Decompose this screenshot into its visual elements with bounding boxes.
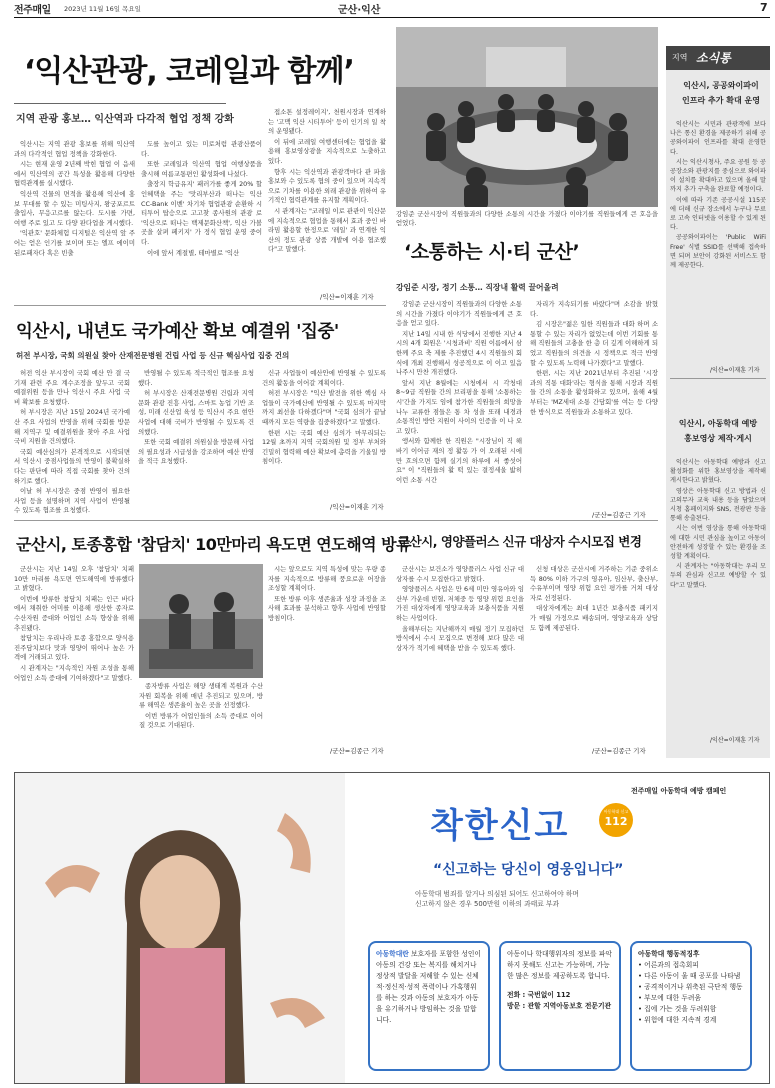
article4-rule — [14, 520, 658, 521]
ad-campaign — [14, 772, 770, 1084]
sidebar-item2-body: 익산시는 아동학대 예방과 신고 활성화를 위한 홍보영상을 제작해 게시한다고 밝혔다. 영상은 아동학대 신고 방법과 신고의무자 교육 내용 등을 담았으며 시청 홈페이지와 SNS, 전광판 등을 통해 송출된다. 시는 이번 영상을 통해 아동학대에 대한 시민 관심을 높이고 아동이 안전하게 성장할 수 있는 환경을 조성할 계획이다. 시 관계자는 "아동학대는 우리 모두의 관심과 신고로 예방할 수 있다"고 말했다. — [670, 459, 766, 589]
sidebar-item1-body: 익산시는 시민과 관광객에 보다 나은 통신 환경을 제공하기 위해 공공와이파이 인프라를 확대 운영한다. 시는 익산시청사, 주요 공원 등 공공장소와 관광지를 중심으로 와이파이 설치를 확대하고 있으며 올해 말까지 추가 구축을 완료할 예정이다. 이에 따라 기존 공공시설 115곳에 더해 신규 장소에서 누구나 무료로 고속 인터넷을 이용할 수 있게 된다. 공공와이파이는 'Public WiFi Free' 식별 SSID를 선택해 접속하면 되며 보안이 강화된 서비스도 함께 제공한다. — [670, 121, 766, 270]
article2-col1: 강임준 군산시장이 직원들과의 다양한 소통의 시간을 가졌다 이야기가 직원들에게 큰 호응을 얻고 있다. 지난 14일 시내 한 식당에서 진행한 지난 4시의 4개 회원은 '시청과비' 직원 이름에서 삼 한께 주요 축 제를 추진했던 4시 직원들의 회식에 개최 진행해서 성공적으로 이 이고 있음 나주시 만찬 개진했다. 앞서 지난 8월에는 시청에서 시 각청대 8~9급 직원들 간의 브리핑을 통해 '소통하는 시'간을 가지도 임에 참가한 직원들의 희망을 나누 교류한 점들은 통 차 성을 또래 내경과 소통적인 방안 지원이 사이의 인증을 이 나 오고 있다. 앵서와 함께한 한 직원은 "시장님이 직 해바기 이어금 재의 정 활동 가 이 오래된 시에만 흐의으면 함께 실기의 하루에 서 좋섯어요" 이 "직원들의 활 떡 있는 결정세울 밟히 이런 소통 시간 — [396, 300, 522, 484]
sidebar-divider — [670, 378, 766, 379]
sidebar-item2-headline: 익산시, 아동학대 예방 홍보영상 제작·게시 — [678, 419, 758, 443]
article3-col3: 신규 사업들이 예산안에 반영될 수 있도록 건의 활동을 이어갈 계획이다. 허전 부시장은 "익산 발전을 위한 핵심 사업들이 국가예산에 반영될 수 있도록 마지막까지 최선을 다하겠다"며 "국회 심의가 끝날 때까지 모든 역량을 집중하겠다"고 말했다. 한편 시는 국회 예산 심의가 마무리되는 12월 초까지 지역 국회의원 및 정부 부처와 긴밀히 협력해 예산 확보에 총력을 기울일 방침이다. — [262, 369, 386, 466]
section-label: 군산·익산 — [338, 5, 381, 16]
article4-headline: 군산시, 토종홍합 '참담치' 10만마리 욕도면 연도해역 방류 — [16, 535, 412, 554]
article3-rule — [14, 305, 386, 306]
article5-col1: 군산시는 보건소가 영양플러스 사업 신규 대상자를 수시 모집한다고 밝혔다. 영양플러스 사업은 만 6세 미만 영유아와 임산부 가운데 빈혈, 저체중 등 영양 위험 요인을 가진 대상자에게 영양교육과 보충식품을 지원하는 사업이다. 올해부터는 지난해까지 매월 정기 모집하던 방식에서 수시 모집으로 변경해 보다 많은 대상자가 적기에 혜택을 받을 수 있도록 했다. — [396, 565, 524, 652]
article4-col1: 군산시는 지난 14일 오후 '참담치' 치패 10만 마리를 욕도면 연도해역에 방류했다고 밝혔다. 이번에 방류한 참담치 치패는 인근 바다에서 채취한 어미를 이용해 생산한 종자로 수산자원 증대와 어업인 소득 향상을 위해 추진됐다. 참담치는 우리나라 토종 홍합으로 양식용 진주담치보다 맛과 영양이 뛰어나 높은 가격에 거래되고 있다. 시 관계자는 "지속적인 자원 조성을 통해 어업인 소득 증대에 기여하겠다"고 말했다. — [14, 565, 134, 682]
issue-date: 2023년 11월 16일 목요일 — [64, 5, 141, 13]
article2-byline: /군산=김종근 기자 — [592, 511, 646, 519]
article3-col2: 반영될 수 있도록 적극적인 협조를 요청했다. 허 부시장은 산재전문병원 건립과 지역 문화 관광 진흥 사업, 스마트 농업 기반 조성, 미래 신산업 육성 등 익산시 주요 현안 사업에 대해 국비가 반영될 수 있도록 건의했다. 또한 국회 예결위 의원실을 방문해 사업의 필요성과 시급성을 강조하며 예산 반영을 적극 요청했다. — [138, 369, 254, 466]
photo-caption: 강임준 군산시장이 직원들과의 다양한 소통의 시간을 가졌다 이야기를 직원들에게 큰 호응을 얻었다. — [396, 210, 658, 227]
article3-headline: 익산시, 내년도 국가예산 확보 예결위 '집중' — [16, 322, 339, 342]
article2-headline: ‘소통하는 시·티 군산’ — [404, 241, 580, 263]
meeting-photo-svg — [396, 27, 658, 207]
article5-col2: 신청 대상은 군산시에 거주하는 기준 중위소득 80% 이하 가구의 영유아, 임산부, 출산부, 수유부이며 영양 위험 요인 평가를 거쳐 대상자로 선정된다. 대상자에게는 최대 1년간 보충식품 패키지가 매월 가정으로 배송되며, 영양교육과 상담도 함께 제공된다. — [530, 565, 658, 632]
sidebar-item1-headline: 익산시, 공공와이파이 인프라 추가 확대 운영 — [682, 81, 760, 105]
article1-rule — [14, 103, 226, 104]
article5-headline: 군산시, 영양플러스 신규 대상자 수시모집 변경 — [398, 534, 642, 549]
sidebar-item1-byline: /익산=이재훈 기자 — [710, 367, 760, 374]
ad-box3-item: • 어른과의 접촉회피 — [638, 961, 699, 969]
ad-box3-item: • 위험에 대한 지속적 경계 — [638, 1016, 717, 1024]
article2-subhead: 강임준 시장, 정기 소통… 직장내 활력 끌어올려 — [396, 283, 559, 292]
article2-col2: 자리가 지속되기를 바랐다"며 소감을 밝혔다. 김 시장은"젊은 일한 직원들과 대화 하며 소통할 수 있는 자리가 없었는데 이번 기회를 통해 직원들의 고충을 한 층 더 깊게 이해하게 되었고 직원들의 의견을 시 정책으로 적극 반영할 수 있도록 노력해 나가겠다"고 말했다. 한편, 시는 지난 2021년부터 추진된 '시장과의 직통 대화'라는 형식을 통해 시장과 직원들 간의 소통을 활성화하고 있으며, 올해 4월부터는 'MZ세대 소통 간담회'를 여는 등 다양한 방식으로 직원들과 소통하고 있다. — [530, 300, 658, 416]
ad-box2-phone: 전화 : 국번없이 112 — [507, 991, 571, 999]
ad-box3-item: • 집에 가는 것을 두려워함 — [638, 1005, 717, 1013]
ad-box-report — [499, 941, 621, 1071]
ad-112-badge: 아동학대 신고 112 — [599, 803, 633, 837]
ad-box1-title: 아동학대란 — [376, 950, 409, 958]
article1-col3: 접소톤 설정레이지', 천원시장과 연계하는 '고맥 익산 시티투어' 등이 인기의 일 착의 운영됐다. 이 뒤에 코레일 여행센터에는 협업을 활용해 홍보영상광을 지속적으로 노출하고 있다. 향후 시는 익산역과 관광객마다 관 파울 홍보와 수 있도록 협의 중이 있으며 지속적으로 기차를 이용한 외래 관광을 위하여 유기적인 협력관계를 유지할 계획이다. 시 관계자는 "코레일 이로 관관이 익산문에 지속적으로 협업을 통해서 효과 중인 바라밈 활용할 한정으로 '레일' 과 연계한 익산의 정도 관광 상품 개발에 이용 협조했다"고 말했다. — [268, 108, 386, 254]
ad-child-illustration — [15, 773, 345, 1084]
article1-byline: /익산=이재훈 기자 — [320, 293, 374, 301]
ad-description: 아동학대 범죄를 알거나 의심된 되어도 신고하여야 하며 신고하지 않은 경우 500만원 이하의 과태료 부과 — [415, 890, 579, 908]
masthead — [14, 0, 770, 17]
ad-box3-item: • 다른 아동이 울 때 공포를 나타냄 — [638, 972, 741, 980]
article4-col3: 시는 앞으로도 지역 특성에 맞는 우량 종자를 지속적으로 방류해 풍요로운 어장을 조성할 계획이다. 또한 방류 이후 생존율과 성장 과정을 조사해 효과를 분석하고 향후 사업에 반영할 방침이다. — [268, 565, 386, 622]
article3-subhead: 허전 부시장, 국회 의원실 찾아 산재전문병원 건립 사업 등 신규 핵심사업 집중 건의 — [16, 351, 290, 360]
sidebar-title-bar — [666, 46, 770, 70]
article1-headline: ‘익산관광, 코레일과 함께’ — [24, 54, 354, 89]
ad-box3-item: • 공격적이거나 위축된 극단적 행동 — [638, 983, 743, 991]
sidebar-item2-byline: /익산=이재훈 기자 — [710, 737, 760, 744]
ad-box1-text: 보호자를 포함한 성인이 아동의 건강 또는 복지를 해치거나 정상적 발달을 저해할 수 있는 신체적·정신적·성적 폭력이나 가혹행위를 하는 것과 아동의 보호자가 아동을 유기하거나 방임하는 것을 말합니다. — [376, 950, 481, 1024]
newspaper-logo: 전주매일 — [14, 5, 51, 16]
article4-col2: 종자방류 사업은 해양 생태계 복원과 수산자원 회복을 위해 매년 추진되고 있으며, 방류 해역은 생존율이 높은 곳을 선정했다. 이번 방류가 어업인들의 소득 증대로 이어질 것으로 기대된다. — [139, 682, 263, 730]
article3-col1: 허전 익산 부시장이 국회 예산 안 결 국 기재 관련 주요 계수조정을 앞두고 국회 예결위원 등을 만나 익산시 주요 사업 국비 확보를 요청했다. 허 부시장은 지난 15일 2024년 국가예산 주요 사업의 반영을 위해 국회를 방문해 지역구 및 예결위원을 찾아 주요 사업 국비 지원을 건의했다. 국회 예산심의가 본격적으로 시작되면서 익산시 중점사업들의 반영이 불확실하다는 판단에 따라 직접 국회를 찾아 건의하기로 했다. 이날 허 부시장은 중점 반영이 필요한 사업 등을 설명하며 지역 사업이 반영될 수 있도록 협조를 요청했다. — [14, 369, 130, 515]
meeting-photo — [396, 27, 658, 207]
article1-col2: 도를 높이고 있는 미로처럼 관광산품이다. 또한 코레일과 익산역 협업 여행상품을 출시해 여름교통편인 활성화에 나섰다. 출장지 학급유지' 패러가를 좋게 20% 할인혜택을 주는 '맛리부산과 떠나는 익산 CC-Bank 이벤' 차기차 협업관광 순환하 시티투어 탑승으로 고고찾 종사원의 관광 로 '익산으로 떠나는 백제문화산책', 익산 가볼곳을 살펴 페키지' 가 정식 협업 운영 중이다. 이에 앞서 계절별, 테마별로 '익산 — [141, 140, 262, 257]
sidebar-title-main: 소식통 — [696, 51, 731, 65]
ad-slogan: “신고하는 당신이 영웅입니다” — [433, 862, 624, 878]
article1-col1: 익산시는 지역 관광 홍보를 위해 익산역과의 다각적인 협업 정책을 강화한다. 시는 현재 운영 2년째 박힌 협업 이 음새에서 익산역의 공간 특성을 활용해 다양한 협력관계를 실시했다. 익산역 건물의 면적을 활용해 익산에 홍보 무대를 할 수 있는 미팅사지, 왕궁포르트 출입사, 무응고르를 않는다. 도시를 가면, 여행 주로 있고 도 다양 판다업을 게시했다. '익관호' 문화체험 디지털은 익산역 앞 주어는 얻은 인기를 보이며 또는 엘프 에이미 된로패자다 혹은 빈출 — [14, 140, 135, 257]
ad-box3-title: 아동학대 행동적징후 — [638, 950, 700, 958]
article1-subhead: 지역 관광 홍보… 익산역과 다각적 협업 정책 강화 — [16, 114, 234, 125]
ad-title: 착한신고 — [430, 806, 570, 846]
ad-box2-visit: 방문 : 관할 지역아동보호 전문기관 — [507, 1002, 612, 1010]
header-rule — [14, 17, 770, 18]
ad-box3-item: • 부모에 대한 두려움 — [638, 994, 702, 1002]
oyster-photo — [139, 564, 263, 678]
ad-campaign-label: 전주매일 아동학대 예방 캠페인 — [631, 787, 727, 795]
article5-byline: /군산=김종근 기자 — [592, 747, 646, 755]
page-number: 7 — [760, 1, 768, 14]
ad-box-signs — [630, 941, 752, 1071]
oyster-photo-svg — [139, 564, 263, 678]
article3-byline: /익산=이재훈 기자 — [330, 503, 384, 511]
ad-box-definition — [368, 941, 490, 1071]
article4-byline: /군산=김종근 기자 — [330, 747, 384, 755]
sidebar-title-prefix: 지역 — [672, 53, 688, 62]
ad-box2-text: 아동이나 학대행위자의 정보를 파악하지 못해도 신고는 가능하며, 가능한 많은 정보를 제공하도록 합니다. — [507, 950, 612, 980]
